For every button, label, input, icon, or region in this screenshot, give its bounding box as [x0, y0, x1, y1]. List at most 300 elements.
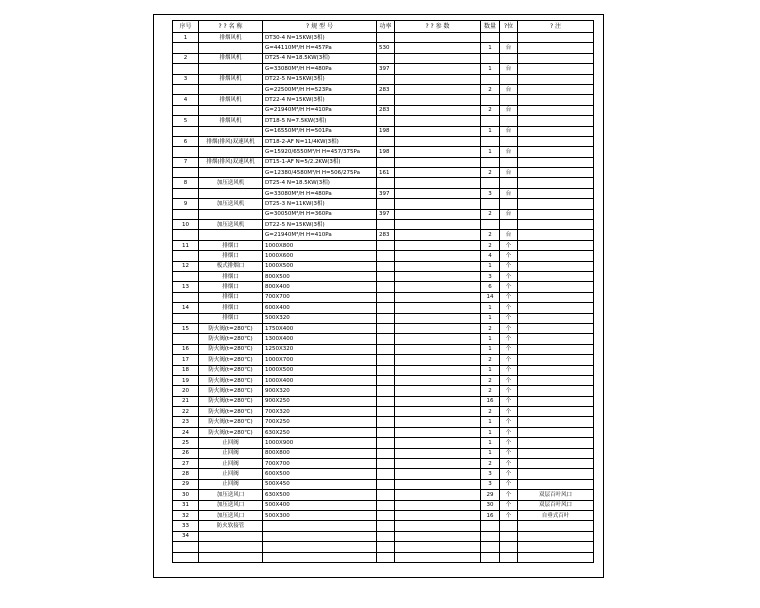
cell-power: [377, 542, 395, 552]
cell-power: [377, 157, 395, 167]
table-row: [173, 240, 594, 250]
cell-name: 排烟口: [199, 292, 263, 302]
cell-name: 排烟口: [199, 303, 263, 313]
cell-power: [377, 53, 395, 63]
cell-qty: [481, 552, 500, 562]
cell-power: 198: [377, 147, 395, 157]
cell-note: [518, 344, 594, 354]
cell-qty: 1: [481, 126, 500, 136]
cell-spec: G=15920/6550M³/H H=457/375Pa: [263, 147, 377, 157]
cell-name: 加压送风机: [199, 199, 263, 209]
header-no: 序号: [173, 21, 199, 33]
cell-name: 止回阀: [199, 448, 263, 458]
cell-note: [518, 53, 594, 63]
table-row: [173, 510, 594, 520]
cell-unit: [500, 178, 518, 188]
cell-power: [377, 521, 395, 531]
table-row: [173, 427, 594, 437]
cell-name: 防火阀(t=280℃): [199, 417, 263, 427]
cell-name: [199, 209, 263, 219]
table-row: [173, 334, 594, 344]
cell-power: 283: [377, 230, 395, 240]
cell-unit: [500, 74, 518, 84]
cell-no: 5: [173, 116, 199, 126]
cell-remark: [395, 552, 481, 562]
cell-spec: 1000X600: [263, 251, 377, 261]
cell-name: [199, 84, 263, 94]
cell-remark: [395, 510, 481, 520]
cell-note: [518, 448, 594, 458]
cell-spec: G=33080M³/H H=480Pa: [263, 64, 377, 74]
table-row: [173, 43, 594, 53]
cell-note: [518, 438, 594, 448]
cell-name: [199, 126, 263, 136]
cell-spec: 500X300: [263, 510, 377, 520]
cell-name: 加压送风口: [199, 500, 263, 510]
table-row: [173, 479, 594, 489]
cell-no: [173, 552, 199, 562]
cell-qty: 2: [481, 407, 500, 417]
cell-remark: [395, 84, 481, 94]
cell-no: 24: [173, 427, 199, 437]
cell-power: [377, 251, 395, 261]
cell-name: [199, 552, 263, 562]
cell-power: [377, 334, 395, 344]
cell-no: [173, 542, 199, 552]
cell-remark: [395, 375, 481, 385]
cell-no: 17: [173, 355, 199, 365]
cell-name: 止回阀: [199, 479, 263, 489]
cell-qty: 6: [481, 282, 500, 292]
cell-spec: 900X320: [263, 386, 377, 396]
cell-remark: [395, 417, 481, 427]
cell-name: [199, 43, 263, 53]
cell-spec: DT18-2-AF N=11/4KW(3相): [263, 136, 377, 146]
cell-note: [518, 74, 594, 84]
cell-spec: DT22-4 N=15KW(3相): [263, 95, 377, 105]
cell-name: 加压送风口: [199, 490, 263, 500]
cell-power: [377, 199, 395, 209]
cell-no: [173, 105, 199, 115]
cell-remark: [395, 542, 481, 552]
cell-note: [518, 126, 594, 136]
cell-unit: 个: [500, 469, 518, 479]
cell-note: [518, 459, 594, 469]
table-row: [173, 157, 594, 167]
cell-power: [377, 417, 395, 427]
cell-name: [199, 188, 263, 198]
cell-unit: 台: [500, 230, 518, 240]
cell-power: [377, 427, 395, 437]
cell-note: [518, 365, 594, 375]
cell-note: [518, 386, 594, 396]
cell-name: 防火阀(t=280℃): [199, 344, 263, 354]
cell-no: 32: [173, 510, 199, 520]
cell-remark: [395, 448, 481, 458]
cell-no: [173, 292, 199, 302]
cell-note: [518, 417, 594, 427]
cell-note: [518, 220, 594, 230]
cell-unit: [500, 95, 518, 105]
cell-qty: 2: [481, 375, 500, 385]
cell-spec: DT18-5 N=7.5KW(3相): [263, 116, 377, 126]
cell-note: [518, 105, 594, 115]
cell-no: 20: [173, 386, 199, 396]
cell-remark: [395, 344, 481, 354]
cell-name: 板式排烟口: [199, 261, 263, 271]
cell-note: [518, 375, 594, 385]
cell-qty: [481, 531, 500, 541]
cell-note: [518, 147, 594, 157]
cell-unit: 个: [500, 417, 518, 427]
cell-no: [173, 168, 199, 178]
cell-unit: [500, 53, 518, 63]
table-row: [173, 355, 594, 365]
cell-remark: [395, 427, 481, 437]
cell-note: [518, 427, 594, 437]
cell-spec: G=30050M³/H H=360Pa: [263, 209, 377, 219]
cell-unit: 台: [500, 64, 518, 74]
cell-no: [173, 84, 199, 94]
cell-unit: 个: [500, 427, 518, 437]
table-row: [173, 33, 594, 43]
cell-no: 11: [173, 240, 199, 250]
cell-no: 13: [173, 282, 199, 292]
cell-unit: 个: [500, 407, 518, 417]
cell-note: [518, 531, 594, 541]
cell-no: [173, 313, 199, 323]
equipment-schedule-table: [172, 20, 594, 563]
cell-note: 双层百叶风口: [518, 500, 594, 510]
cell-spec: 1000X400: [263, 375, 377, 385]
cell-note: [518, 479, 594, 489]
cell-note: [518, 199, 594, 209]
table-row: [173, 344, 594, 354]
table-row: [173, 407, 594, 417]
header-note: ? 注: [518, 21, 594, 33]
cell-no: 8: [173, 178, 199, 188]
cell-unit: [500, 552, 518, 562]
cell-note: [518, 157, 594, 167]
cell-power: [377, 178, 395, 188]
table-row: [173, 220, 594, 230]
table-row: [173, 178, 594, 188]
cell-unit: 个: [500, 375, 518, 385]
table-row: [173, 313, 594, 323]
cell-unit: 个: [500, 292, 518, 302]
cell-remark: [395, 95, 481, 105]
cell-qty: [481, 116, 500, 126]
cell-name: [199, 531, 263, 541]
cell-no: 16: [173, 344, 199, 354]
cell-note: [518, 334, 594, 344]
cell-qty: [481, 33, 500, 43]
cell-power: [377, 240, 395, 250]
cell-remark: [395, 303, 481, 313]
cell-power: [377, 500, 395, 510]
cell-unit: [500, 521, 518, 531]
cell-power: 397: [377, 209, 395, 219]
table-row: [173, 282, 594, 292]
cell-spec: 600X500: [263, 469, 377, 479]
cell-unit: 个: [500, 240, 518, 250]
cell-remark: [395, 438, 481, 448]
cell-unit: 个: [500, 282, 518, 292]
cell-name: 排烟(排风)双速风机: [199, 136, 263, 146]
cell-no: 7: [173, 157, 199, 167]
cell-name: 防火阀(t=280℃): [199, 386, 263, 396]
cell-no: [173, 147, 199, 157]
table-row: [173, 209, 594, 219]
cell-power: [377, 355, 395, 365]
cell-remark: [395, 199, 481, 209]
cell-no: 19: [173, 375, 199, 385]
table-row: [173, 168, 594, 178]
cell-unit: 台: [500, 147, 518, 157]
cell-qty: 2: [481, 230, 500, 240]
cell-note: [518, 240, 594, 250]
cell-unit: 台: [500, 43, 518, 53]
cell-spec: 500X450: [263, 479, 377, 489]
cell-no: 9: [173, 199, 199, 209]
cell-qty: [481, 74, 500, 84]
header-qty: 数量: [481, 21, 500, 33]
cell-power: [377, 407, 395, 417]
cell-name: 排烟口: [199, 240, 263, 250]
cell-remark: [395, 292, 481, 302]
cell-spec: DT22-5 N=15KW(3相): [263, 220, 377, 230]
cell-note: [518, 313, 594, 323]
header-spec: ? 规 型 号: [263, 21, 377, 33]
cell-note: [518, 303, 594, 313]
cell-spec: DT30-4 N=15KW(3相): [263, 33, 377, 43]
cell-no: [173, 64, 199, 74]
cell-note: [518, 355, 594, 365]
cell-qty: 30: [481, 500, 500, 510]
cell-no: 30: [173, 490, 199, 500]
cell-qty: 2: [481, 105, 500, 115]
cell-note: [518, 116, 594, 126]
cell-note: [518, 136, 594, 146]
cell-spec: 1000X500: [263, 261, 377, 271]
table-row: [173, 375, 594, 385]
cell-spec: [263, 531, 377, 541]
table-row: [173, 438, 594, 448]
cell-no: 34: [173, 531, 199, 541]
cell-remark: [395, 282, 481, 292]
cell-spec: G=22500M³/H H=523Pa: [263, 84, 377, 94]
cell-unit: 个: [500, 500, 518, 510]
cell-remark: [395, 168, 481, 178]
cell-qty: 1: [481, 438, 500, 448]
table-row: [173, 271, 594, 281]
cell-note: [518, 396, 594, 406]
cell-name: 止回阀: [199, 438, 263, 448]
cell-name: 加压送风口: [199, 510, 263, 520]
cell-no: 28: [173, 469, 199, 479]
cell-no: 25: [173, 438, 199, 448]
cell-no: [173, 43, 199, 53]
table-row: [173, 116, 594, 126]
cell-unit: 个: [500, 334, 518, 344]
cell-no: [173, 334, 199, 344]
cell-unit: 台: [500, 105, 518, 115]
header-unit: ?位: [500, 21, 518, 33]
cell-unit: [500, 157, 518, 167]
cell-remark: [395, 479, 481, 489]
cell-unit: 台: [500, 84, 518, 94]
cell-remark: [395, 355, 481, 365]
cell-remark: [395, 261, 481, 271]
table-header-row: [173, 21, 594, 33]
cell-note: [518, 261, 594, 271]
cell-note: 自垂式百叶: [518, 510, 594, 520]
cell-qty: 1: [481, 313, 500, 323]
cell-qty: 29: [481, 490, 500, 500]
cell-no: [173, 209, 199, 219]
cell-qty: [481, 199, 500, 209]
cell-power: 283: [377, 105, 395, 115]
cell-note: [518, 521, 594, 531]
table-row: [173, 448, 594, 458]
cell-power: [377, 386, 395, 396]
cell-name: 排烟口: [199, 251, 263, 261]
cell-remark: [395, 271, 481, 281]
cell-no: 27: [173, 459, 199, 469]
table-row: [173, 53, 594, 63]
cell-spec: G=33080M³/H H=480Pa: [263, 188, 377, 198]
cell-unit: 台: [500, 168, 518, 178]
cell-remark: [395, 521, 481, 531]
cell-unit: 个: [500, 323, 518, 333]
cell-remark: [395, 323, 481, 333]
table-row: [173, 292, 594, 302]
cell-remark: [395, 386, 481, 396]
cell-no: [173, 271, 199, 281]
cell-remark: [395, 469, 481, 479]
cell-qty: 3: [481, 479, 500, 489]
cell-power: [377, 271, 395, 281]
cell-no: 33: [173, 521, 199, 531]
cell-no: 10: [173, 220, 199, 230]
cell-spec: DT25-3 N=11KW(3相): [263, 199, 377, 209]
cell-qty: 1: [481, 334, 500, 344]
cell-spec: 630X500: [263, 490, 377, 500]
cell-qty: 16: [481, 510, 500, 520]
cell-qty: [481, 53, 500, 63]
cell-spec: 1000X900: [263, 438, 377, 448]
table-row: [173, 64, 594, 74]
cell-qty: 14: [481, 292, 500, 302]
cell-no: 29: [173, 479, 199, 489]
cell-unit: 个: [500, 344, 518, 354]
cell-power: [377, 136, 395, 146]
table-row: [173, 188, 594, 198]
cell-remark: [395, 220, 481, 230]
cell-power: [377, 313, 395, 323]
cell-name: [199, 105, 263, 115]
cell-note: 双层百叶风口: [518, 490, 594, 500]
table-row: [173, 251, 594, 261]
table-row: [173, 469, 594, 479]
table-row: [173, 386, 594, 396]
table-row: [173, 417, 594, 427]
cell-no: 2: [173, 53, 199, 63]
cell-name: 排烟口: [199, 313, 263, 323]
table-row: [173, 105, 594, 115]
cell-spec: G=21940M³/H H=410Pa: [263, 230, 377, 240]
cell-spec: 700X700: [263, 459, 377, 469]
cell-spec: [263, 521, 377, 531]
cell-power: 161: [377, 168, 395, 178]
cell-remark: [395, 240, 481, 250]
cell-note: [518, 251, 594, 261]
cell-remark: [395, 490, 481, 500]
cell-power: [377, 95, 395, 105]
cell-no: [173, 126, 199, 136]
cell-qty: 1: [481, 43, 500, 53]
table-row: [173, 95, 594, 105]
cell-power: 397: [377, 64, 395, 74]
cell-remark: [395, 178, 481, 188]
cell-unit: [500, 33, 518, 43]
cell-spec: G=12380/4580M³/H H=506/275Pa: [263, 168, 377, 178]
cell-unit: 个: [500, 448, 518, 458]
cell-no: 12: [173, 261, 199, 271]
cell-power: 530: [377, 43, 395, 53]
cell-no: [173, 188, 199, 198]
header-remark: ? ? 参 数: [395, 21, 481, 33]
cell-unit: 个: [500, 510, 518, 520]
cell-no: 14: [173, 303, 199, 313]
cell-name: 排烟风机: [199, 95, 263, 105]
cell-qty: 3: [481, 469, 500, 479]
table-row: [173, 147, 594, 157]
cell-name: 排烟口: [199, 282, 263, 292]
cell-remark: [395, 365, 481, 375]
cell-qty: [481, 136, 500, 146]
cell-no: 23: [173, 417, 199, 427]
cell-note: [518, 168, 594, 178]
cell-qty: [481, 178, 500, 188]
cell-power: [377, 282, 395, 292]
cell-qty: 4: [481, 251, 500, 261]
cell-spec: 900X250: [263, 396, 377, 406]
cell-power: 397: [377, 188, 395, 198]
cell-spec: 630X250: [263, 427, 377, 437]
cell-spec: 600X400: [263, 303, 377, 313]
table-row: [173, 521, 594, 531]
cell-power: [377, 479, 395, 489]
cell-note: [518, 542, 594, 552]
cell-power: [377, 552, 395, 562]
cell-unit: 个: [500, 313, 518, 323]
cell-qty: 1: [481, 344, 500, 354]
cell-spec: DT25-4 N=18.5KW(3相): [263, 178, 377, 188]
cell-name: 排烟风机: [199, 116, 263, 126]
cell-power: [377, 469, 395, 479]
cell-power: [377, 261, 395, 271]
table-row: [173, 396, 594, 406]
cell-name: 止回阀: [199, 459, 263, 469]
cell-qty: 2: [481, 84, 500, 94]
cell-power: [377, 448, 395, 458]
cell-spec: 500X320: [263, 313, 377, 323]
cell-spec: 700X700: [263, 292, 377, 302]
cell-qty: 2: [481, 240, 500, 250]
cell-name: 加压送风机: [199, 220, 263, 230]
cell-power: [377, 323, 395, 333]
